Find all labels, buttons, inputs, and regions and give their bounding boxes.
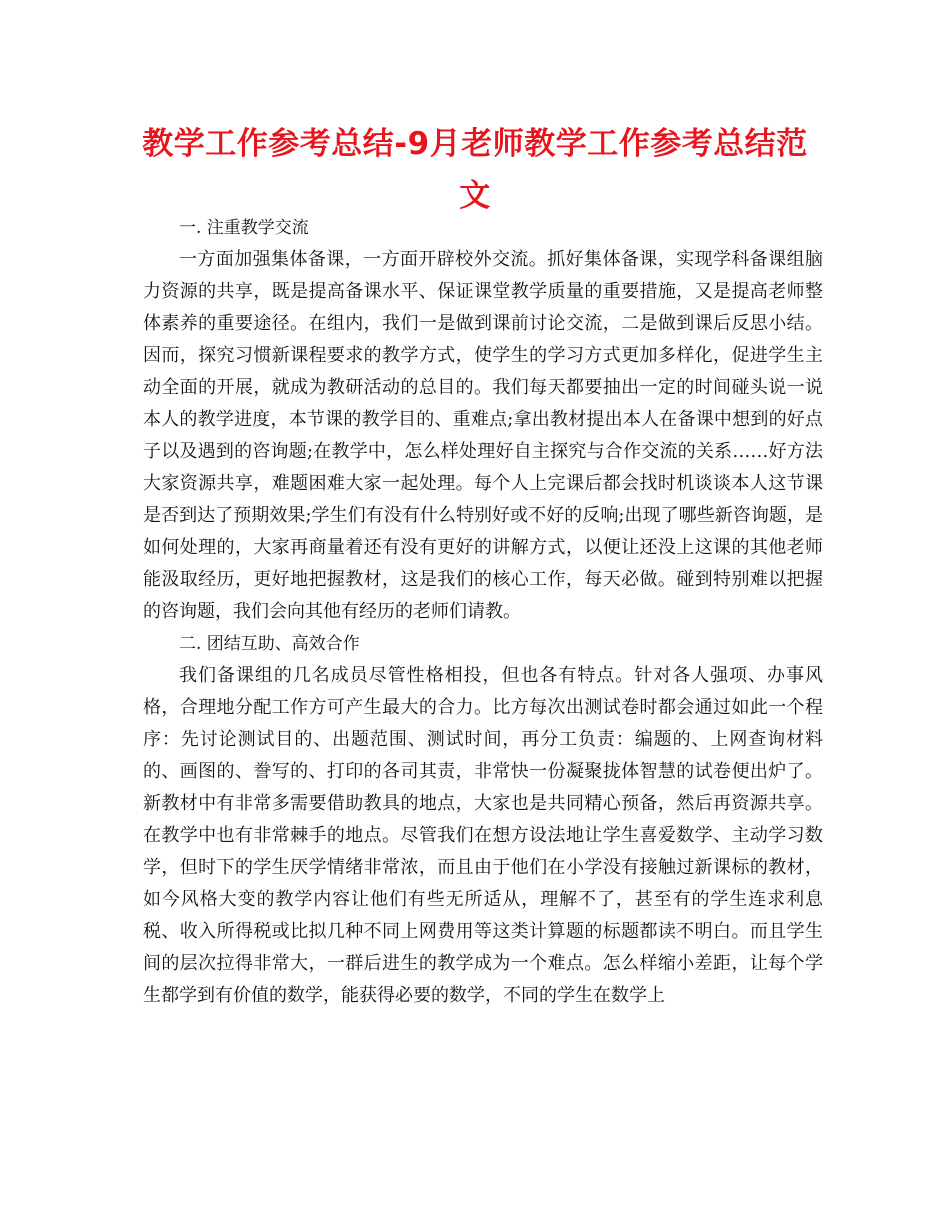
section-heading-2: 二. 团结互助、高效合作: [179, 634, 360, 654]
section-2-paragraph: 我们备课组的几名成员尽管性格相投，但也各有特点。针对各人强项、办事风格，合理地分配工作方可产生最大的合力。比方每次出测试卷时都会通过如此一个程序：先讨论测试目的、出题范围、测试时间，再分工负责：编题的、上网查询材料的、画图的、誊写的、打印的各司其责，非常快一份凝聚拢体智慧的试卷便出炉了。新教材中有非常多需要借助教具的地点，大家也是共同精心预备，然后再资源共享。在教学中也有非常棘手的地点。尽管我们在想方设法地让学生喜爱数学、主动学习数学，但时下的学生厌学情绪非常浓，而且由于他们在小学没有接触过新课标的教材，如今风格大变的教学内容让他们有些无所适从，理解不了，甚至有的学生连求利息税、收入所得税或比拟几种不同上网费用等这类计算题的标题都读不明白。而且学生间的层次拉得非常大，一群后进生的教学成为一个难点。怎么样缩小差距，让每个学生都学到有价值的数学，能获得必要的数学，不同的学生在数学上: [143, 665, 823, 1006]
section-1-paragraph: 一方面加强集体备课，一方面开辟校外交流。抓好集体备课，实现学科备课组脑力资源的共享，既是提高备课水平、保证课堂教学质量的重要措施，又是提高老师整体素养的重要途径。在组内，我们一是做到课前讨论交流，二是做到课后反思小结。因而，探究习惯新课程要求的教学方式，使学生的学习方式更加多样化，促进学生主动全面的开展，就成为教研活动的总目的。我们每天都要抽出一定的时间碰头说一说本人的教学进度，本节课的教学目的、重难点;拿出教材提出本人在备课中想到的好点子以及遇到的咨询题;在教学中，怎么样处理好自主探究与合作交流的关系……好方法大家资源共享，难题困难大家一起处理。每个人上完课后都会找时机谈谈本人这节课是否到达了预期效果;学生们有没有什么特别好或不好的反响;出现了哪些新咨询题，是如何处理的，大家再商量着还有没有更好的讲解方式，以便让还没上这课的其他老师能汲取经历，更好地把握教材，这是我们的核心工作，每天必做。碰到特别难以把握的咨询题，我们会向其他有经历的老师们请教。: [143, 249, 823, 622]
document-title: 教学工作参考总结-9月老师教学工作参考总结范文: [142, 126, 808, 214]
section-heading-1: 一. 注重教学交流: [179, 218, 309, 238]
document-body: [143, 212, 823, 1012]
